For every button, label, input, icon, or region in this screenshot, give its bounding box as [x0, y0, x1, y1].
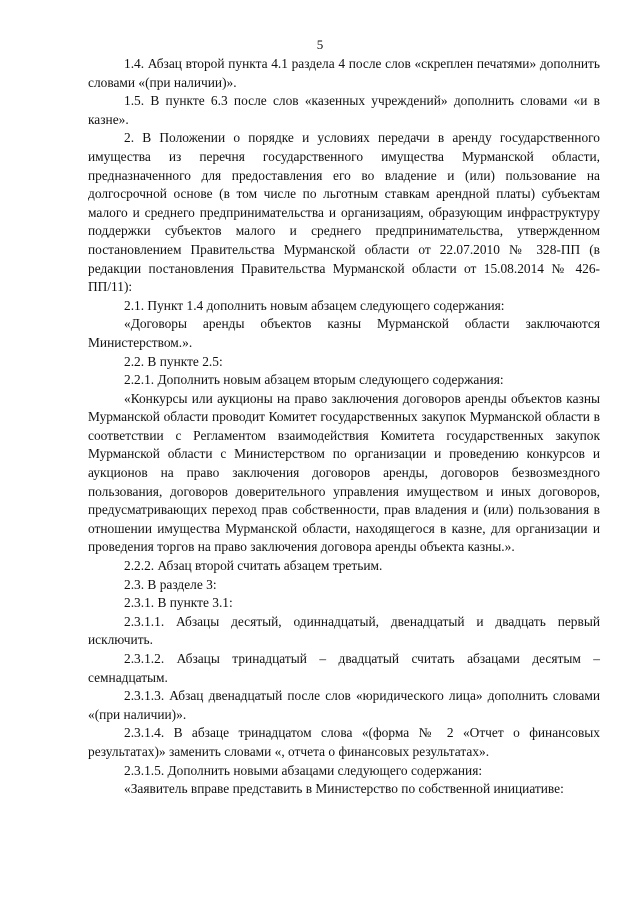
paragraph-2-3-1-4: 2.3.1.4. В абзаце тринадцатом слова «(форма № 2 «Отчет о финансовых результатах)» заменить словами «, отчета о финансовых результатах».	[88, 725, 600, 759]
page-number: 5	[316, 37, 324, 52]
paragraph-2-1-quote: «Договоры аренды объектов казны Мурманской области заключаются Министерством.».	[88, 316, 600, 350]
document-body	[88, 55, 600, 799]
paragraph-2-2-1: 2.2.1. Дополнить новым абзацем вторым следующего содержания:	[124, 372, 504, 388]
paragraph-2-3-1-5-quote: «Заявитель вправе представить в Министерство по собственной инициативе:	[124, 781, 564, 797]
paragraph-2-2-1-quote: «Конкурсы или аукционы на право заключения договоров аренды объектов казны Мурманской области проводит Комитет государственных закупок Мурманской области в соответствии с Регламентом взаимодействия Комитета государственных закупок Мурманской области с Министерством по организации и проведению конкурсов и аукционов на право заключения договоров аренды, договоров безвозмездного пользования, договоров доверительного управления имуществом и иных договоров, предусматривающих переход прав собственности, прав владения и (или) пользования в отношении имущества Мурманской области, находящегося в казне, для организации и проведения торгов на право заключения договора аренды объекта казны.».	[88, 390, 600, 555]
paragraph-2-3-1-2: 2.3.1.2. Абзацы тринадцатый – двадцатый считать абзацами десятым – семнадцатым.	[88, 651, 600, 685]
paragraph-2-1: 2.1. Пункт 1.4 дополнить новым абзацем следующего содержания:	[124, 297, 505, 313]
paragraph-2-2: 2.2. В пункте 2.5:	[124, 353, 223, 369]
paragraph-2: 2. В Положении о порядке и условиях передачи в аренду государственного имущества из перечня государственного имущества Мурманской области, предназначенного для предоставления его во владение и (или) пользование на долгосрочной основе (в том числе по льготным ставкам арендной платы) субъектам малого и среднего предпринимательства и организациям, образующим инфраструктуру поддержки субъектов малого и среднего предпринимательства, утвержденном постановлением Правительства Мурманской области от 22.07.2010 № 328-ПП (в редакции постановления Правительства Мурманской области от 15.08.2014 № 426-ПП/11):	[88, 130, 600, 295]
paragraph-2-3-1-3: 2.3.1.3. Абзац двенадцатый после слов «юридического лица» дополнить словами «(при наличии)».	[88, 688, 600, 722]
paragraph-1-4: 1.4. Абзац второй пункта 4.1 раздела 4 после слов «скреплен печатями» дополнить словами «(при наличии)».	[88, 56, 600, 90]
paragraph-2-3-1: 2.3.1. В пункте 3.1:	[124, 595, 233, 611]
paragraph-2-3-1-1: 2.3.1.1. Абзацы десятый, одиннадцатый, двенадцатый и двадцать первый исключить.	[88, 613, 600, 648]
paragraph-2-2-2: 2.2.2. Абзац второй считать абзацем третьим.	[124, 558, 383, 574]
paragraph-2-3-1-5: 2.3.1.5. Дополнить новыми абзацами следующего содержания:	[124, 762, 483, 778]
paragraph-2-3: 2.3. В разделе 3:	[124, 576, 217, 592]
paragraph-1-5: 1.5. В пункте 6.3 после слов «казенных учреждений» дополнить словами «и в казне».	[88, 93, 600, 127]
